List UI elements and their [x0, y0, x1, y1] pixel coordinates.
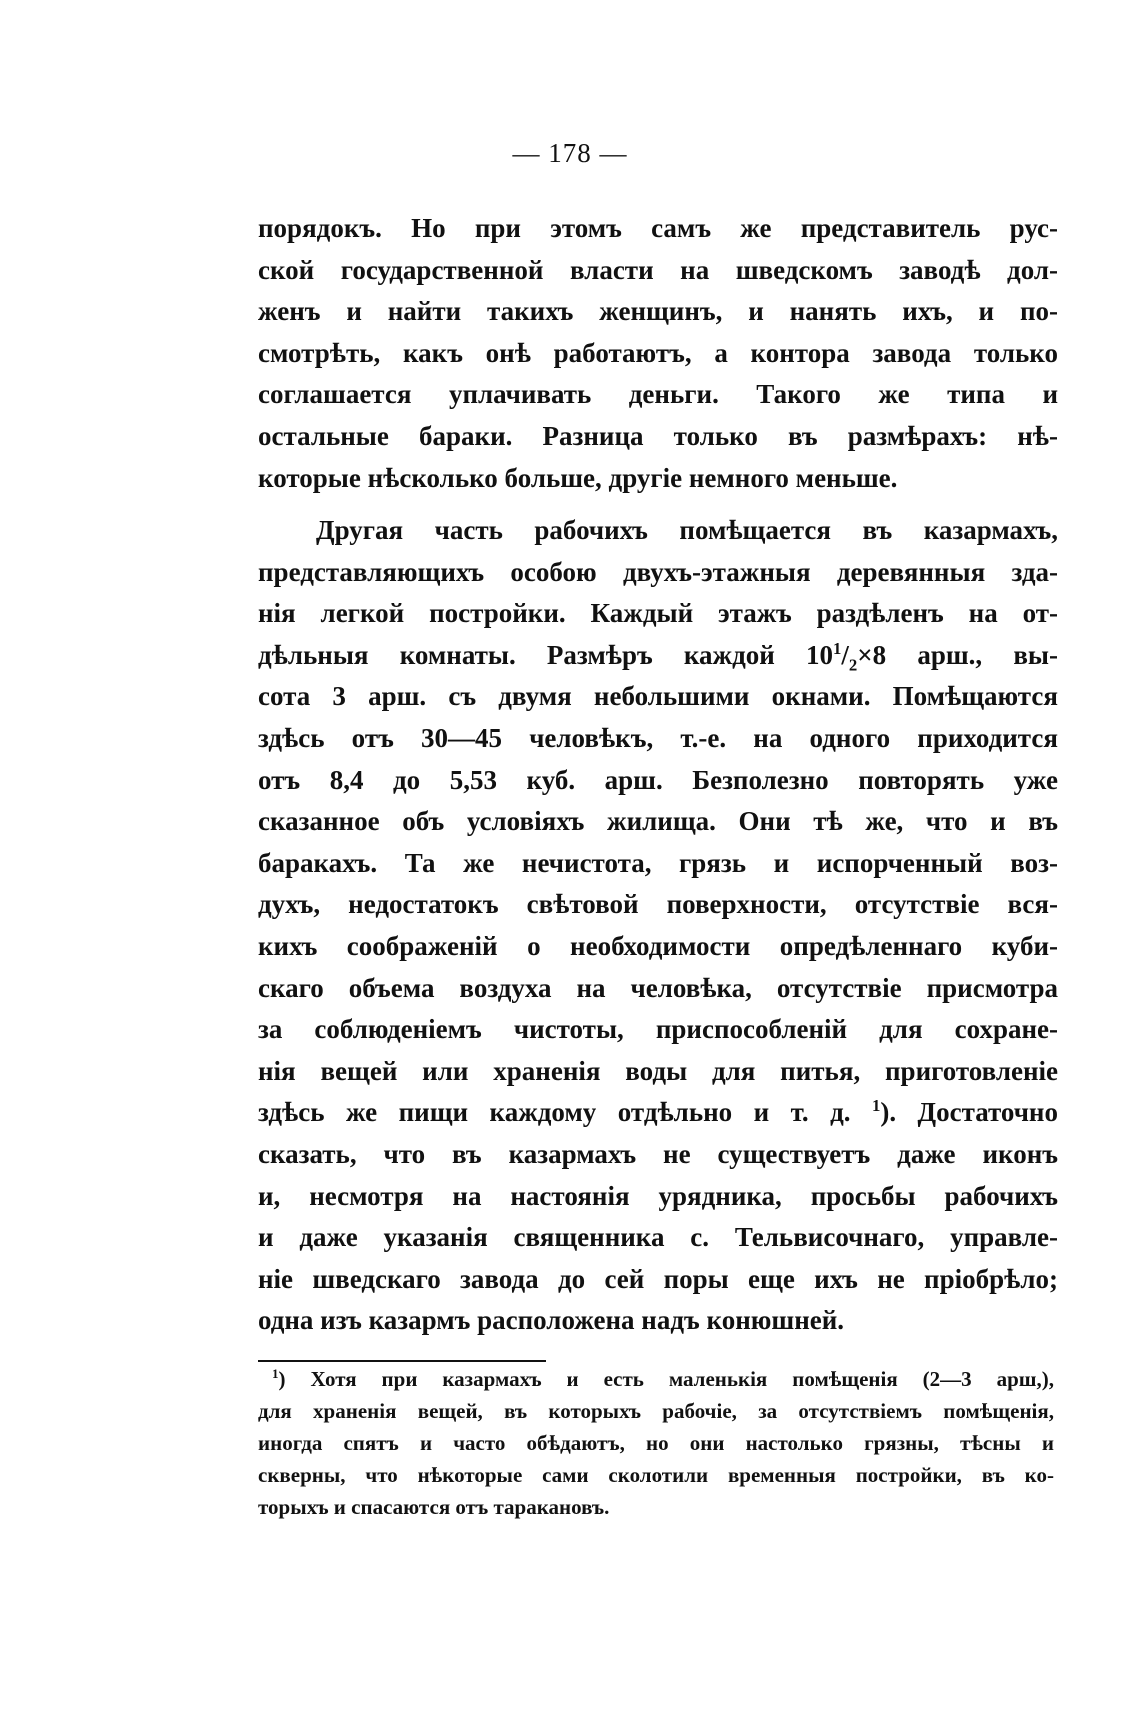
paragraph-line: нія легкой постройки. Каждый этажъ раздѣленъ на от- [258, 598, 1058, 629]
paragraph-line: и, несмотря на настоянія урядника, просьбы рабочихъ [258, 1180, 1058, 1211]
text-fragment: ×8 арш., вы- [857, 639, 1058, 670]
paragraph-line-with-footnote-ref [258, 1092, 1058, 1134]
paragraph-line: духъ, недостатокъ свѣтовой поверхности, отсутствіе вся- [258, 889, 1058, 920]
paragraph-line: здѣсь отъ 30—45 человѣкъ, т.-е. на одного приходится [258, 722, 1058, 753]
paragraph-line: которые нѣсколько больше, другіе немного меньше. [258, 462, 898, 493]
fraction-numerator: 1 [833, 638, 842, 658]
paragraph-line: и даже указанія священника с. Тельвисочнаго, управле- [258, 1222, 1058, 1253]
footnote-line: скверны, что нѣкоторые сами сколотили временныя постройки, въ ко- [258, 1463, 1054, 1487]
fraction-denominator: 2 [848, 655, 858, 675]
paragraph-line: отъ 8,4 до 5,53 куб. арш. Безполезно повторять уже [258, 764, 1058, 795]
paragraph-line: ніе шведскаго завода до сей поры еще ихъ не пріобрѣло; [258, 1263, 1058, 1294]
paragraph-line: ской государственной власти на шведскомъ заводѣ дол- [258, 254, 1058, 285]
paragraph-line: порядокъ. Но при этомъ самъ же представитель рус- [258, 213, 1058, 243]
paragraph-line: остальные бараки. Разница только въ размѣрахъ: нѣ- [258, 420, 1058, 451]
paragraph-line: нія вещей или храненія воды для питья, приготовленіе [258, 1055, 1058, 1086]
footnote-line [258, 1363, 1054, 1395]
paragraph-line-with-fraction [258, 635, 1058, 677]
fraction: $^1/_2$ [833, 638, 858, 675]
page-number: — 178 — [512, 138, 628, 168]
text-fragment: здѣсь же пищи каждому отдѣльно и т. д. [258, 1097, 872, 1128]
footnote [258, 1363, 1054, 1523]
paragraph-line: одна изъ казармъ расположена надъ конюшней. [258, 1305, 845, 1336]
paragraph-line: кихъ соображеній о необходимости опредѣленнаго куби- [258, 930, 1058, 961]
footnote-line: для храненія вещей, въ которыхъ рабочіе, за отсутствіемъ помѣщенія, [258, 1399, 1054, 1423]
text-fragment: дѣльныя комнаты. Размѣръ каждой 10 [258, 639, 834, 670]
paragraph-line: сказать, что въ казармахъ не существуетъ даже иконъ [258, 1138, 1058, 1169]
paragraph-line: соглашается уплачивать деньги. Такого же типа и [258, 379, 1058, 410]
paragraph-line: смотрѣть, какъ онѣ работаютъ, а контора завода только [258, 337, 1058, 368]
footnote-line: иногда спятъ и часто обѣдаютъ, но они настолько грязны, тѣсны и [258, 1431, 1054, 1455]
paragraph-line: сказанное объ условіяхъ жилища. Они тѣ же, что и въ [258, 806, 1058, 837]
paragraph-1 [258, 208, 1058, 499]
paragraph-line: женъ и найти такихъ женщинъ, и нанять ихъ, и по- [258, 296, 1058, 327]
footnote-reference[interactable]: 1 [871, 1096, 881, 1116]
paragraph-line: скаго объема воздуха на человѣка, отсутствіе присмотра [258, 972, 1058, 1003]
footnote-line: торыхъ и спасаются отъ таракановъ. [258, 1495, 610, 1519]
paragraph-line: Другая часть рабочихъ помѣщается въ казармахъ, [316, 515, 1058, 545]
text-fragment: ). Достаточно [880, 1097, 1058, 1128]
paragraph-line: сота 3 арш. съ двумя небольшими окнами. Помѣщаются [258, 681, 1058, 712]
text-fragment: ) Хотя при казармахъ и есть маленькія помѣщенія (2—3 арш,), [278, 1367, 1054, 1391]
paragraph-line: представляющихъ особою двухъ-этажныя деревянныя зда- [258, 556, 1058, 587]
footnote-marker: 1 [272, 1366, 279, 1381]
paragraph-line: баракахъ. Та же нечистота, грязь и испорченный воз- [258, 847, 1058, 878]
footnote-rule [258, 1360, 546, 1362]
paragraph-2 [258, 510, 1058, 1342]
paragraph-line: за соблюденіемъ чистоты, приспособленій для сохране- [258, 1014, 1058, 1045]
